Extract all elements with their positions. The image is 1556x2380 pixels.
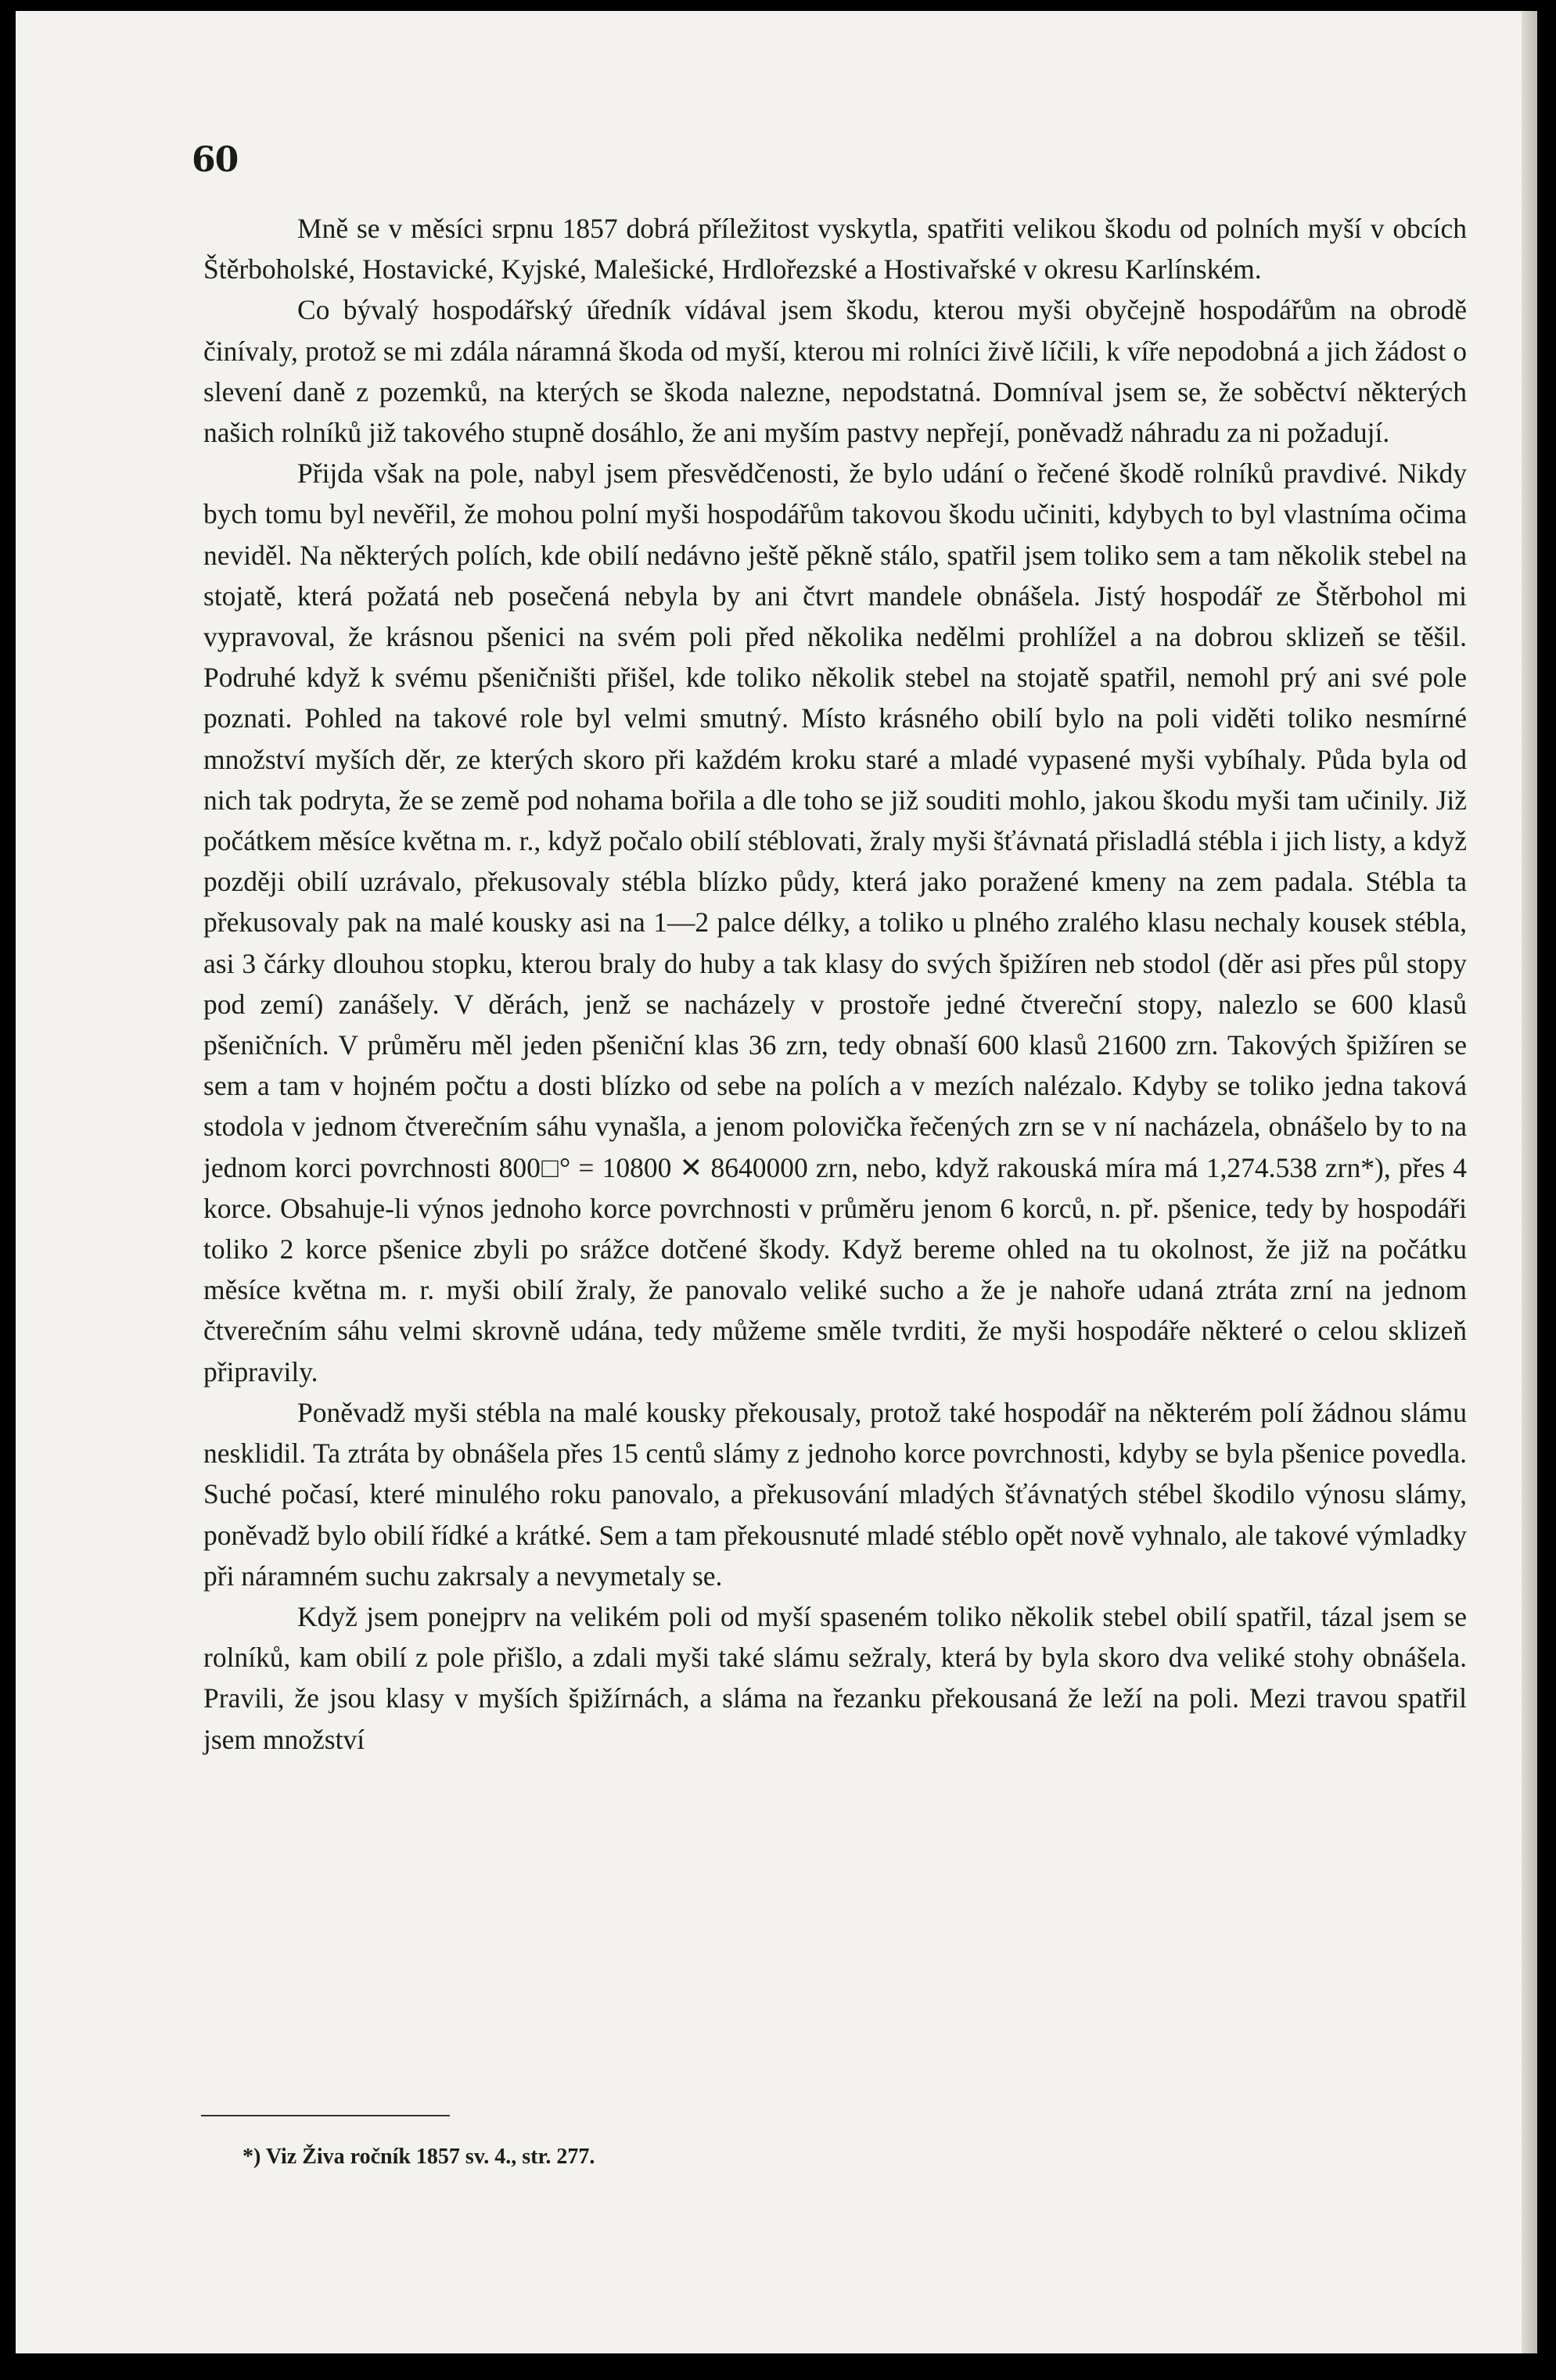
- page-body: [203, 208, 1467, 1760]
- footnote: *) Viz Živa ročník 1857 sv. 4., str. 277.: [243, 2145, 595, 2169]
- page-number: 60: [192, 140, 239, 180]
- paragraph: Poněvadž myši stébla na malé kousky překousaly, protož také hospodář na některém polí žádnou slámu nesklidil. Ta ztráta by obnášela přes 15 centů slámy z jednoho korce povrchnosti, kdyby se byla pšenice povedla. Suché počasí, které minulého roku panovalo, a překusování mladých šťávnatých stébel škodilo výnosu slámy, poněvadž bylo obilí řídké a krátké. Sem a tam překousnuté mladé stéblo opět nově vyhnalo, ale takové výmladky při náramném suchu zakrsaly a nevymetaly se.: [203, 1396, 1467, 1592]
- paragraph: Když jsem ponejprv na velikém poli od myší spaseném toliko několik stebel obilí spatřil, tázal jsem se rolníků, kam obilí z pole přišlo, a zdali myši také slámu sežraly, která by byla skoro dva veliké stohy obnášela. Pravili, že jsou klasy v myších špižírnách, a sláma na řezanku překousaná že leží na poli. Mezi travou spatřil jsem množství: [203, 1600, 1467, 1755]
- paragraph: Mně se v měsíci srpnu 1857 dobrá příležitost vyskytla, spatřiti velikou škodu od polních myší v obcích Štěrboholské, Hostavické, Kyjské, Malešické, Hrdlořezské a Hostivařské v okresu Karlínském.: [203, 213, 1467, 285]
- footnote-rule: [201, 2115, 450, 2116]
- book-page: [16, 11, 1537, 2353]
- paragraph: Přijda však na pole, nabyl jsem přesvědčenosti, že bylo udání o řečené škodě rolníků pravdivé. Nikdy bych tomu byl nevěřil, že mohou polní myši hospodářům takovou škodu učiniti, kdybych to byl vlastníma očima neviděl. Na některých polích, kde obilí nedávno ještě pěkně stálo, spatřil jsem toliko sem a tam několik stebel na stojatě, která požatá neb posečená nebyla by ani čtvrt mandele obnášela. Jistý hospodář ze Štěrbohol mi vypravoval, že krásnou pšenici na svém poli před několika nedělmi prohlížel a na dobrou sklizeň se těšil. Podruhé když k svému pšeničništi přišel, kde toliko několik stebel na stojatě spatřil, nemohl prý ani své pole poznati. Pohled na takové role byl velmi smutný. Místo krásného obilí bylo na poli viděti toliko nesmírné množství myších děr, ze kterých skoro při každém kroku staré a mladé vypasené myši vybíhaly. Půda byla od nich tak podryta, že se země pod nohama bořila a dle toho se již souditi mohlo, jakou škodu myši tam učinily. Již počátkem měsíce května m. r., když počalo obilí stéblovati, žraly myši šťávnatá přisladlá stébla i jich listy, a když později obilí uzrávalo, překusovaly stébla blízko půdy, která jako poražené kmeny na zem padala. Stébla ta překusovaly pak na malé kousky asi na 1—2 palce délky, a toliko u plného zralého klasu nechaly kousek stébla, asi 3 čárky dlouhou stopku, kterou braly do huby a tak klasy do svých špižíren neb stodol (děr asi přes půl stopy pod zemí) zanášely. V děrách, jenž se nacházely v prostoře jedné čtvereční stopy, nalezlo se 600 klasů pšeničních. V průměru měl jeden pšeniční klas 36 zrn, tedy obnaší 600 klasů 21600 zrn. Takových špižíren se sem a tam v hojném počtu a dosti blízko od sebe na polích a v mezích nalézalo. Kdyby se toliko jedna taková stodola v jednom čtverečním sáhu vynašla, a jenom polovička řečených zrn se v ní nacházela, obnášelo by to na jednom korci povrchnosti 800□° = 10800 ✕ 8640000 zrn, nebo, když rakouská míra má 1,274.538 zrn*), přes 4 korce. Obsahuje-li výnos jednoho korce povrchnosti v průměru jenom 6 korců, n. př. pšenice, tedy by hospodáři toliko 2 korce pšenice zbyli po srážce dotčené škody. Když bereme ohled na tu okolnost, že již na počátku měsíce května m. r. myši obilí žraly, že panovalo veliké sucho a že je nahoře udaná ztráta zrní na jednom čtverečním sáhu velmi skrovně udána, tedy můžeme směle tvrditi, že myši hospodáře některé o celou sklizeň připravily.: [203, 458, 1467, 1387]
- page-edge: [1522, 11, 1537, 2353]
- paragraph: Co bývalý hospodářský úředník vídával jsem škodu, kterou myši obyčejně hospodářům na obrodě činívaly, protož se mi zdála náramná škoda od myší, kterou mi rolníci živě líčili, k víře nepodobná a jich žádost o slevení daně z pozemků, na kterých se škoda nalezne, nepodstatná. Domníval jsem se, že soběctví některých našich rolníků již takového stupně dosáhlo, že ani myším pastvy nepřejí, poněvadž náhradu za ni požadují.: [203, 294, 1467, 449]
